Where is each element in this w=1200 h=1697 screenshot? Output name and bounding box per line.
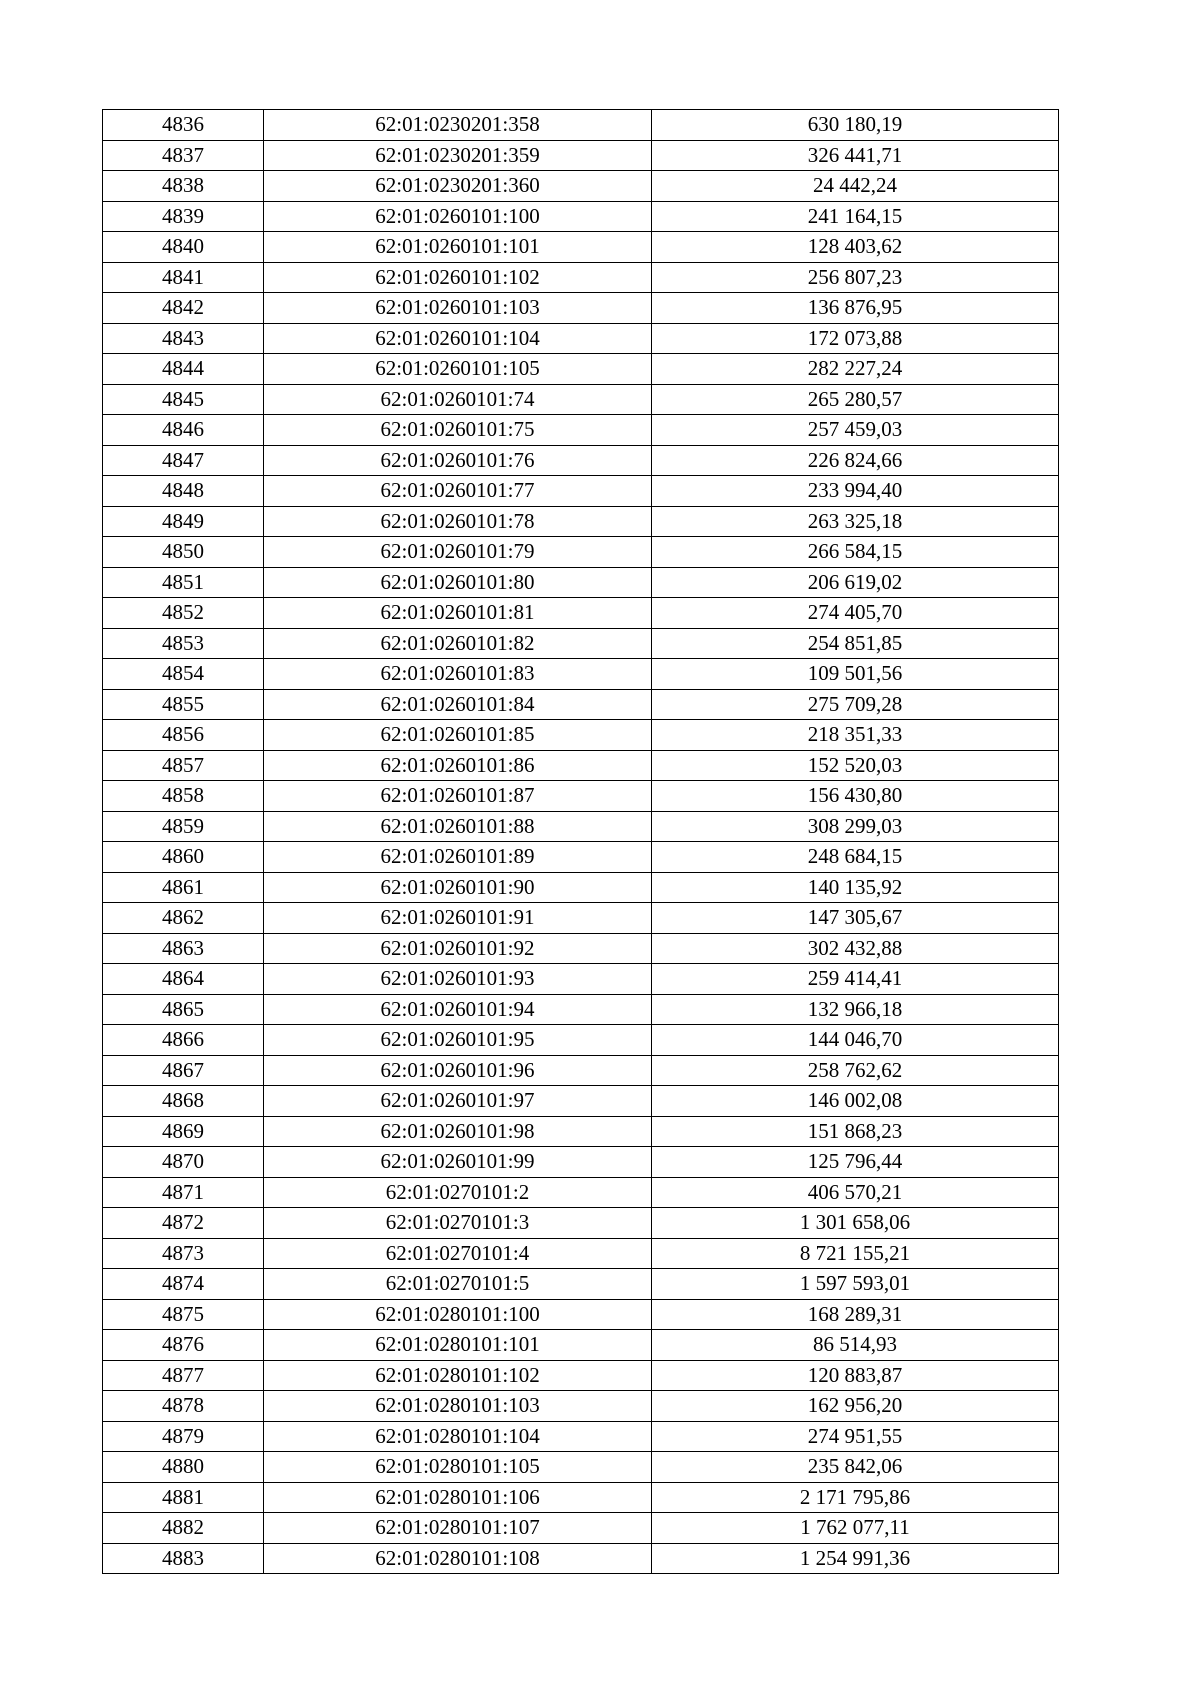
table-row (103, 384, 1059, 415)
row-number-cell: 4853 (103, 628, 264, 659)
cadastral-number-cell: 62:01:0260101:103 (264, 293, 652, 324)
value-cell: 109 501,56 (652, 659, 1059, 690)
value-cell: 275 709,28 (652, 689, 1059, 720)
value-cell: 274 405,70 (652, 598, 1059, 629)
row-number-cell: 4867 (103, 1055, 264, 1086)
table-row (103, 506, 1059, 537)
table-row (103, 201, 1059, 232)
row-number-cell: 4874 (103, 1269, 264, 1300)
table-row (103, 262, 1059, 293)
table-row (103, 1055, 1059, 1086)
table-row (103, 171, 1059, 202)
row-number-cell: 4860 (103, 842, 264, 873)
row-number-cell: 4846 (103, 415, 264, 446)
value-cell: 206 619,02 (652, 567, 1059, 598)
table-row (103, 567, 1059, 598)
cadastral-number-cell: 62:01:0280101:108 (264, 1543, 652, 1574)
row-number-cell: 4879 (103, 1421, 264, 1452)
row-number-cell: 4859 (103, 811, 264, 842)
row-number-cell: 4840 (103, 232, 264, 263)
table-row (103, 1147, 1059, 1178)
cadastral-number-cell: 62:01:0260101:74 (264, 384, 652, 415)
table-row (103, 659, 1059, 690)
value-cell: 406 570,21 (652, 1177, 1059, 1208)
table-row (103, 1543, 1059, 1574)
row-number-cell: 4842 (103, 293, 264, 324)
cadastral-number-cell: 62:01:0260101:90 (264, 872, 652, 903)
value-cell: 156 430,80 (652, 781, 1059, 812)
row-number-cell: 4882 (103, 1513, 264, 1544)
table-row (103, 140, 1059, 171)
cadastral-number-cell: 62:01:0260101:77 (264, 476, 652, 507)
value-cell: 1 597 593,01 (652, 1269, 1059, 1300)
value-cell: 162 956,20 (652, 1391, 1059, 1422)
table-row (103, 1025, 1059, 1056)
value-cell: 235 842,06 (652, 1452, 1059, 1483)
row-number-cell: 4844 (103, 354, 264, 385)
value-cell: 120 883,87 (652, 1360, 1059, 1391)
table-row (103, 1421, 1059, 1452)
row-number-cell: 4841 (103, 262, 264, 293)
value-cell: 326 441,71 (652, 140, 1059, 171)
row-number-cell: 4871 (103, 1177, 264, 1208)
cadastral-number-cell: 62:01:0280101:102 (264, 1360, 652, 1391)
table-row (103, 354, 1059, 385)
value-cell: 258 762,62 (652, 1055, 1059, 1086)
value-cell: 86 514,93 (652, 1330, 1059, 1361)
table-row (103, 933, 1059, 964)
row-number-cell: 4847 (103, 445, 264, 476)
cadastral-number-cell: 62:01:0260101:97 (264, 1086, 652, 1117)
table-row (103, 537, 1059, 568)
cadastral-number-cell: 62:01:0260101:93 (264, 964, 652, 995)
value-cell: 226 824,66 (652, 445, 1059, 476)
value-cell: 263 325,18 (652, 506, 1059, 537)
value-cell: 147 305,67 (652, 903, 1059, 934)
table-row (103, 1513, 1059, 1544)
table-row (103, 872, 1059, 903)
row-number-cell: 4863 (103, 933, 264, 964)
row-number-cell: 4843 (103, 323, 264, 354)
table-row (103, 293, 1059, 324)
table-row (103, 964, 1059, 995)
table-row (103, 476, 1059, 507)
row-number-cell: 4873 (103, 1238, 264, 1269)
row-number-cell: 4855 (103, 689, 264, 720)
cadastral-number-cell: 62:01:0280101:104 (264, 1421, 652, 1452)
table-row (103, 232, 1059, 263)
cadastral-number-cell: 62:01:0260101:99 (264, 1147, 652, 1178)
row-number-cell: 4868 (103, 1086, 264, 1117)
table-row (103, 598, 1059, 629)
row-number-cell: 4878 (103, 1391, 264, 1422)
row-number-cell: 4877 (103, 1360, 264, 1391)
value-cell: 144 046,70 (652, 1025, 1059, 1056)
value-cell: 256 807,23 (652, 262, 1059, 293)
cadastral-number-cell: 62:01:0280101:103 (264, 1391, 652, 1422)
cadastral-number-cell: 62:01:0280101:107 (264, 1513, 652, 1544)
value-cell: 146 002,08 (652, 1086, 1059, 1117)
cadastral-number-cell: 62:01:0280101:100 (264, 1299, 652, 1330)
cadastral-number-cell: 62:01:0260101:92 (264, 933, 652, 964)
table-row (103, 1177, 1059, 1208)
value-cell: 308 299,03 (652, 811, 1059, 842)
cadastral-number-cell: 62:01:0270101:3 (264, 1208, 652, 1239)
table-row (103, 1452, 1059, 1483)
cadastral-number-cell: 62:01:0230201:359 (264, 140, 652, 171)
row-number-cell: 4875 (103, 1299, 264, 1330)
table-row (103, 689, 1059, 720)
table-row (103, 994, 1059, 1025)
cadastral-number-cell: 62:01:0260101:86 (264, 750, 652, 781)
table-row (103, 628, 1059, 659)
cadastral-number-cell: 62:01:0280101:106 (264, 1482, 652, 1513)
value-cell: 128 403,62 (652, 232, 1059, 263)
row-number-cell: 4869 (103, 1116, 264, 1147)
cadastral-number-cell: 62:01:0260101:81 (264, 598, 652, 629)
cadastral-number-cell: 62:01:0260101:85 (264, 720, 652, 751)
row-number-cell: 4865 (103, 994, 264, 1025)
cadastral-number-cell: 62:01:0260101:89 (264, 842, 652, 873)
table-row (103, 445, 1059, 476)
table-row (103, 1360, 1059, 1391)
cadastral-number-cell: 62:01:0260101:80 (264, 567, 652, 598)
cadastral-number-cell: 62:01:0260101:82 (264, 628, 652, 659)
cadastral-number-cell: 62:01:0260101:76 (264, 445, 652, 476)
table-row (103, 903, 1059, 934)
cadastral-number-cell: 62:01:0270101:2 (264, 1177, 652, 1208)
cadastral-number-cell: 62:01:0260101:96 (264, 1055, 652, 1086)
value-cell: 233 994,40 (652, 476, 1059, 507)
row-number-cell: 4839 (103, 201, 264, 232)
value-cell: 1 301 658,06 (652, 1208, 1059, 1239)
value-cell: 140 135,92 (652, 872, 1059, 903)
table-row (103, 781, 1059, 812)
row-number-cell: 4854 (103, 659, 264, 690)
value-cell: 152 520,03 (652, 750, 1059, 781)
value-cell: 241 164,15 (652, 201, 1059, 232)
cadastral-number-cell: 62:01:0260101:100 (264, 201, 652, 232)
table-row (103, 750, 1059, 781)
cadastral-number-cell: 62:01:0260101:83 (264, 659, 652, 690)
table-row (103, 720, 1059, 751)
cadastral-number-cell: 62:01:0280101:105 (264, 1452, 652, 1483)
row-number-cell: 4849 (103, 506, 264, 537)
value-cell: 266 584,15 (652, 537, 1059, 568)
row-number-cell: 4851 (103, 567, 264, 598)
row-number-cell: 4836 (103, 110, 264, 141)
row-number-cell: 4876 (103, 1330, 264, 1361)
cadastral-number-cell: 62:01:0260101:91 (264, 903, 652, 934)
value-cell: 265 280,57 (652, 384, 1059, 415)
cadastral-number-cell: 62:01:0280101:101 (264, 1330, 652, 1361)
row-number-cell: 4880 (103, 1452, 264, 1483)
value-cell: 136 876,95 (652, 293, 1059, 324)
value-cell: 1 254 991,36 (652, 1543, 1059, 1574)
cadastral-number-cell: 62:01:0260101:88 (264, 811, 652, 842)
table-row (103, 842, 1059, 873)
row-number-cell: 4845 (103, 384, 264, 415)
value-cell: 1 762 077,11 (652, 1513, 1059, 1544)
table-row (103, 1391, 1059, 1422)
table-row (103, 1330, 1059, 1361)
cadastral-number-cell: 62:01:0230201:358 (264, 110, 652, 141)
value-cell: 24 442,24 (652, 171, 1059, 202)
row-number-cell: 4862 (103, 903, 264, 934)
table-row (103, 415, 1059, 446)
cadastral-number-cell: 62:01:0260101:105 (264, 354, 652, 385)
table-row (103, 1299, 1059, 1330)
row-number-cell: 4861 (103, 872, 264, 903)
cadastral-value-table (102, 109, 1059, 1574)
value-cell: 282 227,24 (652, 354, 1059, 385)
value-cell: 254 851,85 (652, 628, 1059, 659)
table-row (103, 1208, 1059, 1239)
cadastral-number-cell: 62:01:0260101:102 (264, 262, 652, 293)
cadastral-number-cell: 62:01:0260101:78 (264, 506, 652, 537)
table-row (103, 811, 1059, 842)
table-row (103, 1269, 1059, 1300)
row-number-cell: 4870 (103, 1147, 264, 1178)
cadastral-number-cell: 62:01:0230201:360 (264, 171, 652, 202)
value-cell: 2 171 795,86 (652, 1482, 1059, 1513)
row-number-cell: 4858 (103, 781, 264, 812)
table-row (103, 1482, 1059, 1513)
cadastral-number-cell: 62:01:0270101:4 (264, 1238, 652, 1269)
row-number-cell: 4866 (103, 1025, 264, 1056)
value-cell: 8 721 155,21 (652, 1238, 1059, 1269)
value-cell: 302 432,88 (652, 933, 1059, 964)
row-number-cell: 4872 (103, 1208, 264, 1239)
table-row (103, 1086, 1059, 1117)
row-number-cell: 4864 (103, 964, 264, 995)
table-row (103, 110, 1059, 141)
value-cell: 257 459,03 (652, 415, 1059, 446)
cadastral-number-cell: 62:01:0260101:75 (264, 415, 652, 446)
row-number-cell: 4857 (103, 750, 264, 781)
value-cell: 218 351,33 (652, 720, 1059, 751)
value-cell: 151 868,23 (652, 1116, 1059, 1147)
row-number-cell: 4837 (103, 140, 264, 171)
cadastral-number-cell: 62:01:0260101:95 (264, 1025, 652, 1056)
table-row (103, 323, 1059, 354)
row-number-cell: 4848 (103, 476, 264, 507)
value-cell: 172 073,88 (652, 323, 1059, 354)
table-row (103, 1238, 1059, 1269)
value-cell: 168 289,31 (652, 1299, 1059, 1330)
value-cell: 274 951,55 (652, 1421, 1059, 1452)
row-number-cell: 4883 (103, 1543, 264, 1574)
cadastral-number-cell: 62:01:0260101:94 (264, 994, 652, 1025)
row-number-cell: 4881 (103, 1482, 264, 1513)
table-row (103, 1116, 1059, 1147)
cadastral-number-cell: 62:01:0270101:5 (264, 1269, 652, 1300)
value-cell: 132 966,18 (652, 994, 1059, 1025)
row-number-cell: 4850 (103, 537, 264, 568)
cadastral-number-cell: 62:01:0260101:101 (264, 232, 652, 263)
value-cell: 630 180,19 (652, 110, 1059, 141)
table-body (103, 110, 1059, 1574)
cadastral-number-cell: 62:01:0260101:104 (264, 323, 652, 354)
value-cell: 248 684,15 (652, 842, 1059, 873)
value-cell: 125 796,44 (652, 1147, 1059, 1178)
cadastral-number-cell: 62:01:0260101:98 (264, 1116, 652, 1147)
cadastral-number-cell: 62:01:0260101:79 (264, 537, 652, 568)
row-number-cell: 4838 (103, 171, 264, 202)
value-cell: 259 414,41 (652, 964, 1059, 995)
cadastral-number-cell: 62:01:0260101:84 (264, 689, 652, 720)
row-number-cell: 4856 (103, 720, 264, 751)
cadastral-number-cell: 62:01:0260101:87 (264, 781, 652, 812)
row-number-cell: 4852 (103, 598, 264, 629)
